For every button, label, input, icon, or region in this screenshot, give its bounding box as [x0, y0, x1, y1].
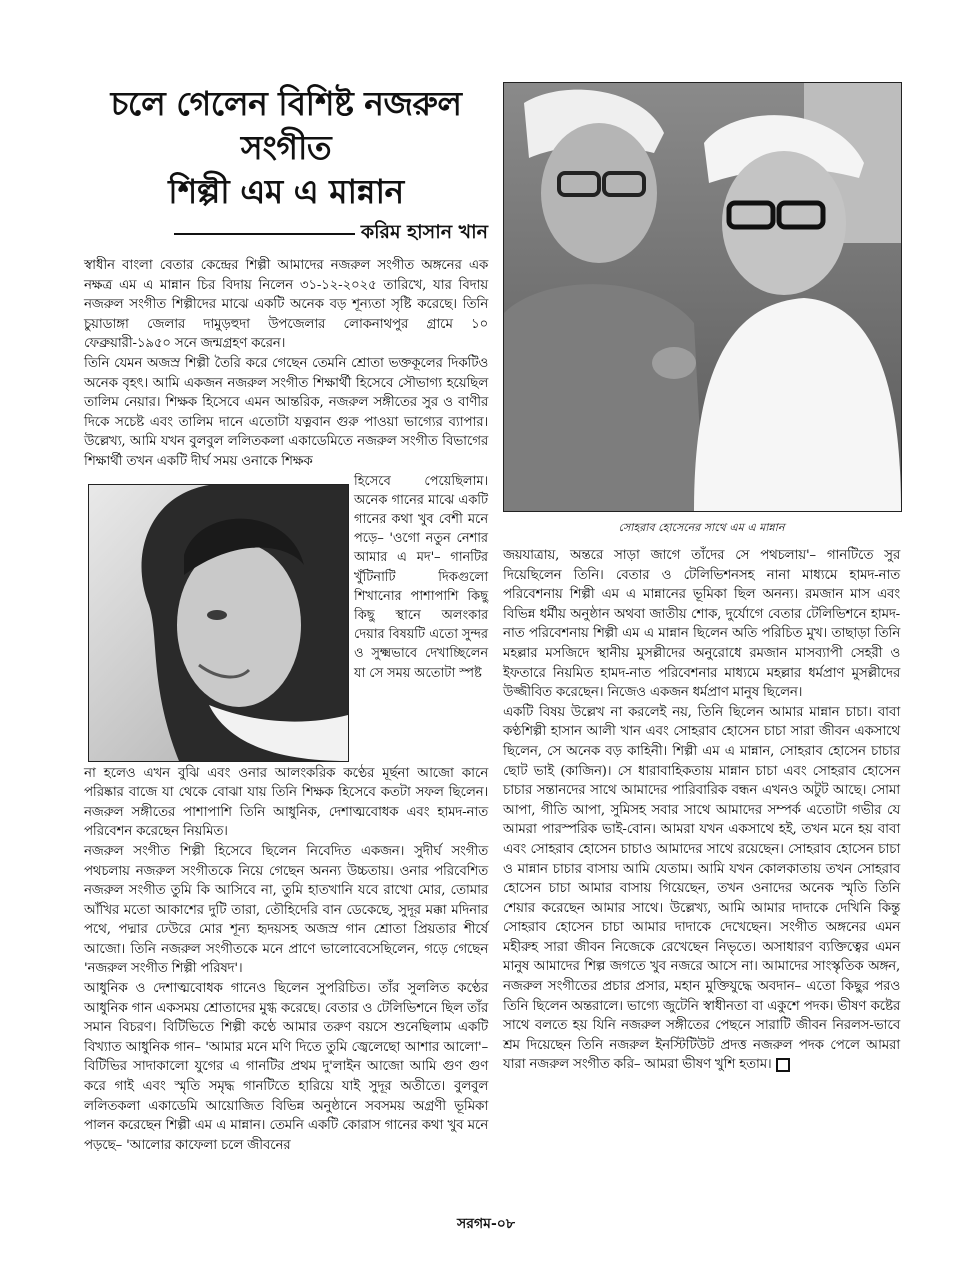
paragraph-right-2	[503, 703, 900, 1075]
byline-rule	[174, 233, 355, 235]
inset-text-column	[354, 472, 488, 683]
author-byline: করিম হাসান খান	[360, 221, 488, 243]
two-men-photo	[504, 83, 901, 511]
main-photo	[503, 82, 902, 512]
title-line-1: চলে গেলেন বিশিষ্ট নজরুল সংগীত	[110, 84, 462, 167]
right-column	[503, 82, 900, 1075]
portrait-photo	[88, 484, 349, 762]
paragraph-left-2: তিনি যেমন অজস্র শিল্পী তৈরি করে গেছেন তেমনি শ্রোতা ভক্তকূলের দিকটিও অনেক বৃহৎ। আমি একজন নজরুল সংগীত শিক্ষার্থী হিসেবে সৌভাগ্য হয়েছিল তালিম নেয়ার। শিক্ষক হিসেবে এমন আন্তরিক, নজরুল সঙ্গীতের সুর ও বাণীর দিকে সচেষ্ট এবং তালিম দানে এতোটা যত্নবান গুরু পাওয়া ভাগ্যের ব্যাপার। উল্লেখ্য, আমি যখন বুলবুল ললিতকলা একাডেমিতে নজরুল সংগীত বিভাগের শিক্ষার্থী তখন একটি দীর্ঘ সময় ওনাকে শিক্ষক	[84, 355, 488, 469]
portrait-inset	[84, 472, 488, 762]
photo-caption: সোহরাব হোসেনের সাথে এম এ মান্নান	[618, 521, 785, 534]
paragraph-inset: হিসেবে পেয়েছিলাম। অনেক গানের মাঝে একটি গানের কথা খুব বেশী মনে পড়ে– 'ওগো নতুন নেশার আমার এ মদ'– গানটির খুঁটিনাটি দিকগুলো শিখানোর পাশাপাশি কিছু কিছু স্থানে অলংকার দেয়ার বিষয়টি এতো সুন্দর ও সুক্ষ্মভাবে দেখাচ্ছিলেন যা সে সময় অতোটা স্পষ্ট	[354, 473, 488, 681]
byline-row	[84, 220, 488, 248]
paragraph-right-2-text: একটি বিষয় উল্লেখ না করলেই নয়, তিনি ছিলেন আমার মান্নান চাচা। বাবা কণ্ঠশিল্পী হাসান আলী খান এবং সোহরাব হোসেন চাচা সারা জীবন একসাথে ছিলেন, সে অনেক বড় কাহিনী। শিল্পী এম এ মান্নান, সোহরাব হোসেন চাচার ছোট ভাই (কাজিন)। সে ধারাবাহিকতায় মান্নান চাচা এবং সোহরাব হোসেন চাচার সন্তানদের সাথে আমাদের পারিবারিক বন্ধন এখনও অটুট আছে। সোমা আপা, গীতি আপা, সুমিসহ সবার সাথে আমাদের সম্পর্ক এতোটা গভীর যে আমরা পারস্পরিক ভাই-বোন। আমরা যখন একসাথে হই, তখন মনে হয় বাবা এবং সোহরাব হোসেন চাচাও আমাদের সাথে রয়েছেন। সোহরাব হোসেন চাচা ও মান্নান চাচার বাসায় আমি যেতাম। আমি যখন কোলকাতায় তখন সোহরাব হোসেন চাচা আমার বাসায় গিয়েছেন, তখন ওনাদের অনেক স্মৃতি তিনি শেয়ার করেছেন আমার সাথে। উল্লেখ্য, আমি আমার দাদাকে দেখিনি কিন্তু সোহরাব হোসেন চাচা আমার দাদাকে দেখেছেন। সংগীত অঙ্গনের এমন মহীরুহ সারা জীবন নিজেকে রেখেছেন নিভৃতে। অসাধারণ ব্যক্তিত্বের এমন মানুষ আমাদের শিল্প জগতে খুব নজরে আসে না। আমাদের সাংস্কৃতিক অঙ্গন, নজরুল সংগীতের প্রচার প্রসার, মহান মুক্তিযুদ্ধে অবদান– এতো কিছুর পরও তিনি ছিলেন অন্তরালে। ভাগ্যে জুটেনি স্বাধীনতা বা একুশে পদক। ভীষণ কষ্টের সাথে বলতে হয় যিনি নজরুল সঙ্গীতের পেছনে সারাটি জীবন নিরলস-ভাবে শ্রম দিয়েছেন তিনি নজরুল ইনস্টিটিউট প্রদত্ত নজরুল পদক পেলে আমরা যারা নজরুল সংগীত করি– আমরা ভীষণ খুশি হতাম।	[503, 704, 900, 1073]
portrait-image	[89, 485, 348, 761]
paragraph-left-3: না হলেও এখন বুঝি এবং ওনার আলংকরিক কণ্ঠের মূর্ছনা আজো কানে পরিষ্কার বাজে যা থেকে বোঝা যায় তিনি শিক্ষক হিসেবে কতটা সফল ছিলেন। নজরুল সঙ্গীতের পাশাপাশি তিনি আধুনিক, দেশাত্মবোধক এবং হামদ-নাত পরিবেশন করেছেন নিয়মিত।	[84, 765, 488, 840]
page-footer: সরগম-০৮	[457, 1216, 515, 1232]
paragraph-left-5: আধুনিক ও দেশাত্মবোধক গানেও ছিলেন সুপরিচিত। তাঁর সুললিত কণ্ঠের আধুনিক গান একসময় শ্রোতাদের মুগ্ধ করেছে। বেতার ও টেলিভিশনে ছিল তাঁর সমান বিচরণ। বিটিভিতে শিল্পী কণ্ঠে আমার তরুণ বয়সে শুনেছিলাম একটি বিখ্যাত আধুনিক গান– 'আমার মনে মণি দিতে তুমি জ্বেলেছো আশার আলো'– বিটিভির সাদাকালো যুগের এ গানটির প্রথম দু'লাইন আজো আমি গুণ গুণ করে গাই এবং স্মৃতি সমৃদ্ধ গানটিতে হারিয়ে যাই সুদূর অতীতে। বুলবুল ললিতকলা একাডেমি আয়োজিত বিভিন্ন অনুষ্ঠানে সবসময় অগ্রণী ভূমিকা পালন করেছেন শিল্পী এম এ মান্নান। তেমনি একটি কোরাস গানের কথা খুব মনে পড়ছে– 'আলোর কাফেলা চলে জীবনের	[84, 981, 488, 1153]
end-mark-icon	[776, 1058, 790, 1072]
left-column	[84, 82, 488, 1155]
title-line-2: শিল্পী এম এ মান্নান	[168, 172, 404, 211]
paragraph-right-1: জয়যাত্রায়, অন্তরে সাড়া জাগে তাঁদের সে পথচলায়'– গানটিতে সুর দিয়েছিলেন তিনি। বেতার ও টেলিভিশনসহ নানা মাধ্যমে হামদ-নাত পরিবেশনায় শিল্পী এম এ মান্নানের ভূমিকা ছিল অনন্য। রমজান মাস এবং বিভিন্ন ধর্মীয় অনুষ্ঠান অথবা জাতীয় শোক, দুর্যোগে বেতার টেলিভিশনে হামদ-নাত পরিবেশনায় শিল্পী এম এ মান্নান ছিলেন অতি পরিচিত মুখ। তাছাড়া তিনি মহল্লার মসজিদে স্থানীয় মুসল্লীদের অনুরোধে রমজান মাসব্যাপী সেহরী ও ইফতারে নিয়মিত হামদ-নাত পরিবেশনার মাধ্যমে মহল্লার ধর্মপ্রাণ মুসল্লীদের উজ্জীবিত করেছেন। নিজেও একজন ধর্মপ্রাণ মানুষ ছিলেন।	[503, 548, 900, 701]
article-title	[84, 82, 488, 214]
paragraph-left-4: নজরুল সংগীত শিল্পী হিসেবে ছিলেন নিবেদিত একজন। সুদীর্ঘ সংগীত পথচলায় নজরুল সংগীতকে নিয়ে গেছেন অনন্য উচ্চতায়। ওনার পরিবেশিত নজরুল সংগীত তুমি কি আসিবে না, তুমি হাতখানি যবে রাখো মোর, তোমার আঁখির মতো আকাশের দুটি তারা, তৌহিদেরি বান ডেকেছে, সুদূর মক্কা মদিনার পথে, পদ্মার ঢেউরে মোর শূন্য হৃদয়সহ অজস্র গান শ্রোতা প্রিয়তার শীর্ষে আজো। তিনি নজরুল সংগীতকে মনে প্রাণে ভালোবেসেছিলেন, গড়ে গেছেন 'নজরুল সংগীত শিল্পী পরিষদ'।	[84, 843, 488, 977]
paragraph-left-1: স্বাধীন বাংলা বেতার কেন্দ্রের শিল্পী আমাদের নজরুল সংগীত অঙ্গনের এক নক্ষত্র এম এ মান্নান চির বিদায় নিলেন ৩১-১২-২০২৫ তারিখে, যার বিদায় নজরুল সংগীত শিল্পীদের মাঝে একটি অনেক বড় শূন্যতা সৃষ্টি করেছে। তিনি চুয়াডাঙ্গা জেলার দামুড়হুদা উপজেলার লোকনাথপুর গ্রামে ১০ ফেব্রুয়ারী-১৯৫০ সনে জন্মগ্রহণ করেন।	[84, 258, 488, 352]
